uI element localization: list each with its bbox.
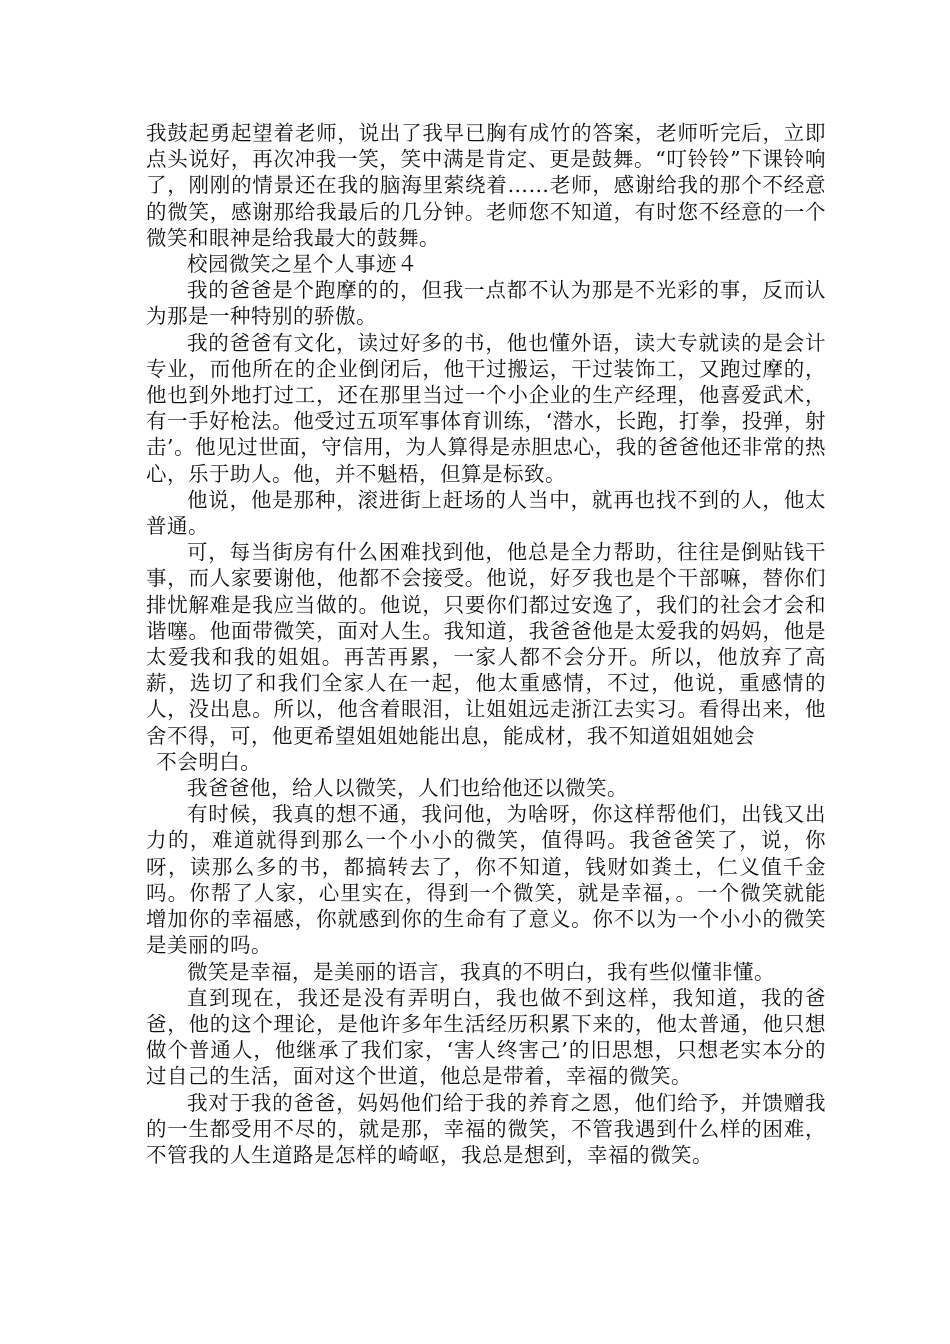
paragraph-smile-returned: 我爸爸他，给人以微笑，人们也给他还以微笑。 [187, 776, 628, 801]
document-page [146, 120, 826, 1168]
section-heading: 校园微笑之星个人事迹４ [187, 252, 418, 277]
paragraph-until-now: 直到现在，我还是没有弄明白，我也做不到这样，我知道，我的爸爸，他的这个理论，是他许多年生活经历积累下来的，他太普通，他只想做个普通人，他继承了我们家，‘害人终害己’的旧思想，只想老实本分的过自己的生活，面对这个世道，他总是带着，幸福的微笑。 [146, 985, 826, 1089]
paragraph-father-background: 我的爸爸有文化，读过好多的书，他也懂外语，读大专就读的是会计专业，而他所在的企业倒闭后，他干过搬运，干过装饰工，又跑过摩的，他也到外地打过工，还在那里当过一个小企业的生产经理，他喜爱武术，有一手好枪法。他受过五项军事体育训练，‘潜水，长跑，打拳，投弹，射击’。他见过世面，守信用，为人算得是赤胆忠心，我的爸爸他还非常的热心，乐于助人。他，并不魁梧，但算是标致。 [146, 330, 826, 486]
paragraph-smile-happiness: 微笑是幸福，是美丽的语言，我真的不明白，我有些似懂非懂。 [187, 959, 775, 984]
paragraph-father-intro: 我的爸爸是个跑摩的的，但我一点都不认为那是不光彩的事，反而认为那是一种特别的骄傲。 [146, 278, 826, 329]
paragraph-gratitude: 我对于我的爸爸，妈妈他们给于我的养育之恩，他们给予，并馈赠我的一生都受用不尽的，就是那，幸福的微笑，不管我遇到什么样的困难，不管我的人生道路是怎样的崎岖，我总是想到，幸福的微笑。 [146, 1090, 826, 1167]
paragraph-question: 有时候，我真的想不通，我问他，为啥呀，你这样帮他们，出钱又出力的，难道就得到那么一个小小的微笑，值得吗。我爸爸笑了，说，你呀，读那么多的书，都搞转去了，你不知道，钱财如粪土，仁义值千金吗。你帮了人家，心里实在，得到一个微笑，就是幸福，。一个微笑就能增加你的幸福感，你就感到你的生命有了意义。你不以为一个小小的微笑是美丽的吗。 [146, 802, 826, 958]
paragraph-continuation: 不会明白。 [156, 749, 262, 774]
paragraph-father-ordinary: 他说，他是那种，滚进街上赶场的人当中，就再也找不到的人，他太普通。 [146, 487, 826, 539]
paragraph-teacher-smile: 我鼓起勇起望着老师，说出了我早已胸有成竹的答案，老师听完后，立即点头说好，再次冲我一笑，笑中满是肯定、更是鼓舞。“叮铃铃”下课铃响了，刚刚的情景还在我的脑海里萦绕着……老师，感谢给我的那个不经意的微笑，感谢那给我最后的几分钟。老师您不知道，有时您不经意的一个微笑和眼神是给我最大的鼓舞。 [146, 121, 826, 250]
paragraph-father-helps: 可，每当街房有什么困难找到他，他总是全力帮助，往往是倒贴钱干事，而人家要谢他，他都不会接受。他说，好歹我也是个干部嘛，替你们排忧解难是我应当做的。他说，只要你们都过安逸了，我们的社会才会和谐噻。他面带微笑，面对人生。我知道，我爸爸他是太爱我的妈妈，他是太爱我和我的姐姐。再苦再累，一家人都不会分开。所以，他放弃了高薪，选切了和我们全家人在一起，他太重感情，不过，他说，重感情的人，没出息。所以，他含着眼泪，让姐姐远走浙江去实习。看得出来，他舍不得，可，他更希望姐姐她能出息，能成材，我不知道姐姐她会 [146, 540, 826, 748]
